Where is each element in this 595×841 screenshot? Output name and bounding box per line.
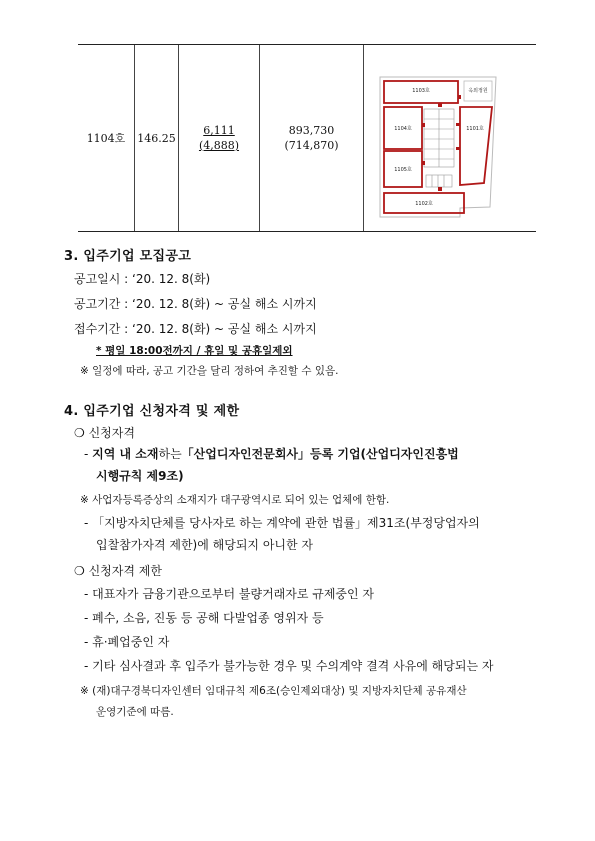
restriction-item: - 기타 심사결과 후 입주가 불가능한 경우 및 수의계약 결격 사유에 해당되는 자 xyxy=(84,659,494,673)
area-cell xyxy=(135,45,179,231)
qualification-line-2: 시행규칙 제9조) xyxy=(96,469,184,483)
qualification-line-4: 입찰참가자격 제한)에 해당되지 아니한 자 xyxy=(96,538,314,552)
restriction-item: - 대표자가 금융기관으로부터 불량거래자로 규제중인 자 xyxy=(84,587,375,601)
unit-number: 1104호 xyxy=(86,131,126,145)
room-label-garden: 옥외정원 xyxy=(468,88,488,94)
unit-cell xyxy=(78,45,135,231)
restriction-item: - 휴·폐업중인 자 xyxy=(84,635,170,649)
room-label-1103: 1103호 xyxy=(412,88,430,94)
deposit-cell xyxy=(179,45,260,231)
qual-suffix: 하는 xyxy=(158,447,182,461)
qual-company-bold: 「산업디자인전문회사」등록 기업(산업디자인진흥법 xyxy=(181,447,459,461)
room-label-1105: 1105호 xyxy=(394,167,412,173)
rent-discount-value: (714,870) xyxy=(284,139,339,152)
dash: - xyxy=(84,447,93,461)
room-label-1102: 1102호 xyxy=(415,201,433,207)
rent-cell xyxy=(260,45,364,231)
room-label-1101: 1101호 xyxy=(466,126,484,132)
section4-heading: 4. 입주기업 신청자격 및 제한 xyxy=(64,404,240,419)
section3-note-hours: * 평일 18:00전까지 / 휴일 및 공휴일제외 xyxy=(96,345,293,357)
section3-item-notice-date: 공고일시 : ‘20. 12. 8(화) xyxy=(74,272,211,286)
qual-local-bold: 지역 내 소재 xyxy=(92,447,159,461)
qualification-title: ❍ 신청자격 xyxy=(74,426,135,440)
qualification-line-1 xyxy=(84,445,459,462)
qualification-note: ※ 사업자등록증상의 소재지가 대구광역시로 되어 있는 업체에 한함. xyxy=(80,494,390,506)
area-value: 146.25 xyxy=(137,131,176,145)
restriction-title: ❍ 신청자격 제한 xyxy=(74,564,162,578)
final-note-line-1: ※ (재)대구경북디자인센터 임대규칙 제6조(승인제외대상) 및 지방자치단체 공유재산 xyxy=(80,685,467,697)
restriction-item: - 폐수, 소음, 진동 등 공해 다발업종 영위자 등 xyxy=(84,611,324,625)
section3-item-receipt-period: 접수기간 : ‘20. 12. 8(화) ~ 공실 해소 시까지 xyxy=(74,322,317,336)
floor-plan-diagram xyxy=(378,75,498,218)
room-label-1104: 1104호 xyxy=(394,126,412,132)
deposit-value: 6,111 xyxy=(203,124,235,137)
final-note-line-2: 운영기준에 따름. xyxy=(96,706,174,718)
section3-item-notice-period: 공고기간 : ‘20. 12. 8(화) ~ 공실 해소 시까지 xyxy=(74,297,317,311)
deposit-discount-value: (4,888) xyxy=(198,139,240,152)
rent-value: 893,730 xyxy=(288,124,335,137)
section3-note-schedule: ※ 일정에 따라, 공고 기간을 달리 정하여 추진할 수 있음. xyxy=(80,365,339,377)
section3-heading: 3. 입주기업 모집공고 xyxy=(64,249,192,264)
qualification-line-3: - 「지방자치단체를 당사자로 하는 계약에 관한 법률」제31조(부정당업자의 xyxy=(84,516,480,530)
